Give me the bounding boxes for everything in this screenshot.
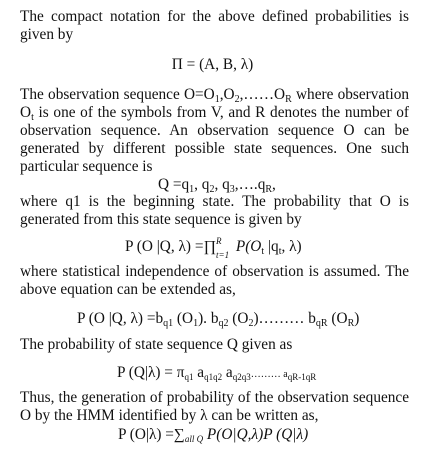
- conclusion-line-2: O by the HMM identified by λ can be written as,: [20, 407, 319, 424]
- product-lower-limit: t=1: [216, 250, 230, 260]
- intro-line-2: given by: [20, 26, 74, 43]
- equation-pi: Π = (A, B, λ): [171, 56, 254, 73]
- product-upper-limit: R: [216, 236, 222, 246]
- intro-line-1: The compact notation for the above defined probabilities is: [20, 8, 409, 25]
- observation-line-4: generated by different possible state sequences. One such: [20, 140, 409, 157]
- observation-line-1: The observation sequence $O=O_1,O_2,\dots\dots O_R$ where observation: [20, 86, 409, 105]
- state-probability-text: The probability of state sequence Q given as: [20, 336, 293, 353]
- beginning-line-1: where q1 is the beginning state. The probability that O is: [20, 193, 409, 210]
- observation-line-2: $O_t$ is one of the symbols from V, and R denotes the number of: [20, 104, 409, 123]
- equation-product: P (O |Q, λ) =∏ R t=1 $P(O_t$ $|q_t$, λ): [125, 238, 302, 256]
- equation-final: P $(O|\lambda) =\sum_{all Q}$ P(O|Q,λ)P (Q|λ): [118, 426, 309, 444]
- independence-line-2: above equation can be extended as,: [20, 281, 236, 298]
- equation-extended: P (O |Q, $\lambda) =b_{q1}$ $(O_1)$. $b_{q2}$ $(O_2)\dots\dots\dots$ $b_{qR}$ $(O_R)$: [77, 310, 360, 329]
- equation-q-sequence: $Q =q_1$, $q_2$, $q_3,\dots.q_R$,: [158, 176, 276, 195]
- beginning-line-2: generated from this state sequence is given by: [20, 211, 302, 228]
- observation-line-5: particular sequence is: [20, 158, 153, 175]
- observation-line-3: observation sequence. An observation sequence O can be: [20, 122, 409, 139]
- equation-state: P $(Q|\lambda) = \pi_{q1}$ $a_{q1q2}$ $a_{q2q3}\dots\dots\dots$ $a_{qR-1qR}$: [117, 364, 317, 382]
- conclusion-line-1: Thus, the generation of probability of the observation sequence: [20, 389, 409, 406]
- independence-line-1: where statistical independence of observation is assumed. The: [20, 263, 409, 280]
